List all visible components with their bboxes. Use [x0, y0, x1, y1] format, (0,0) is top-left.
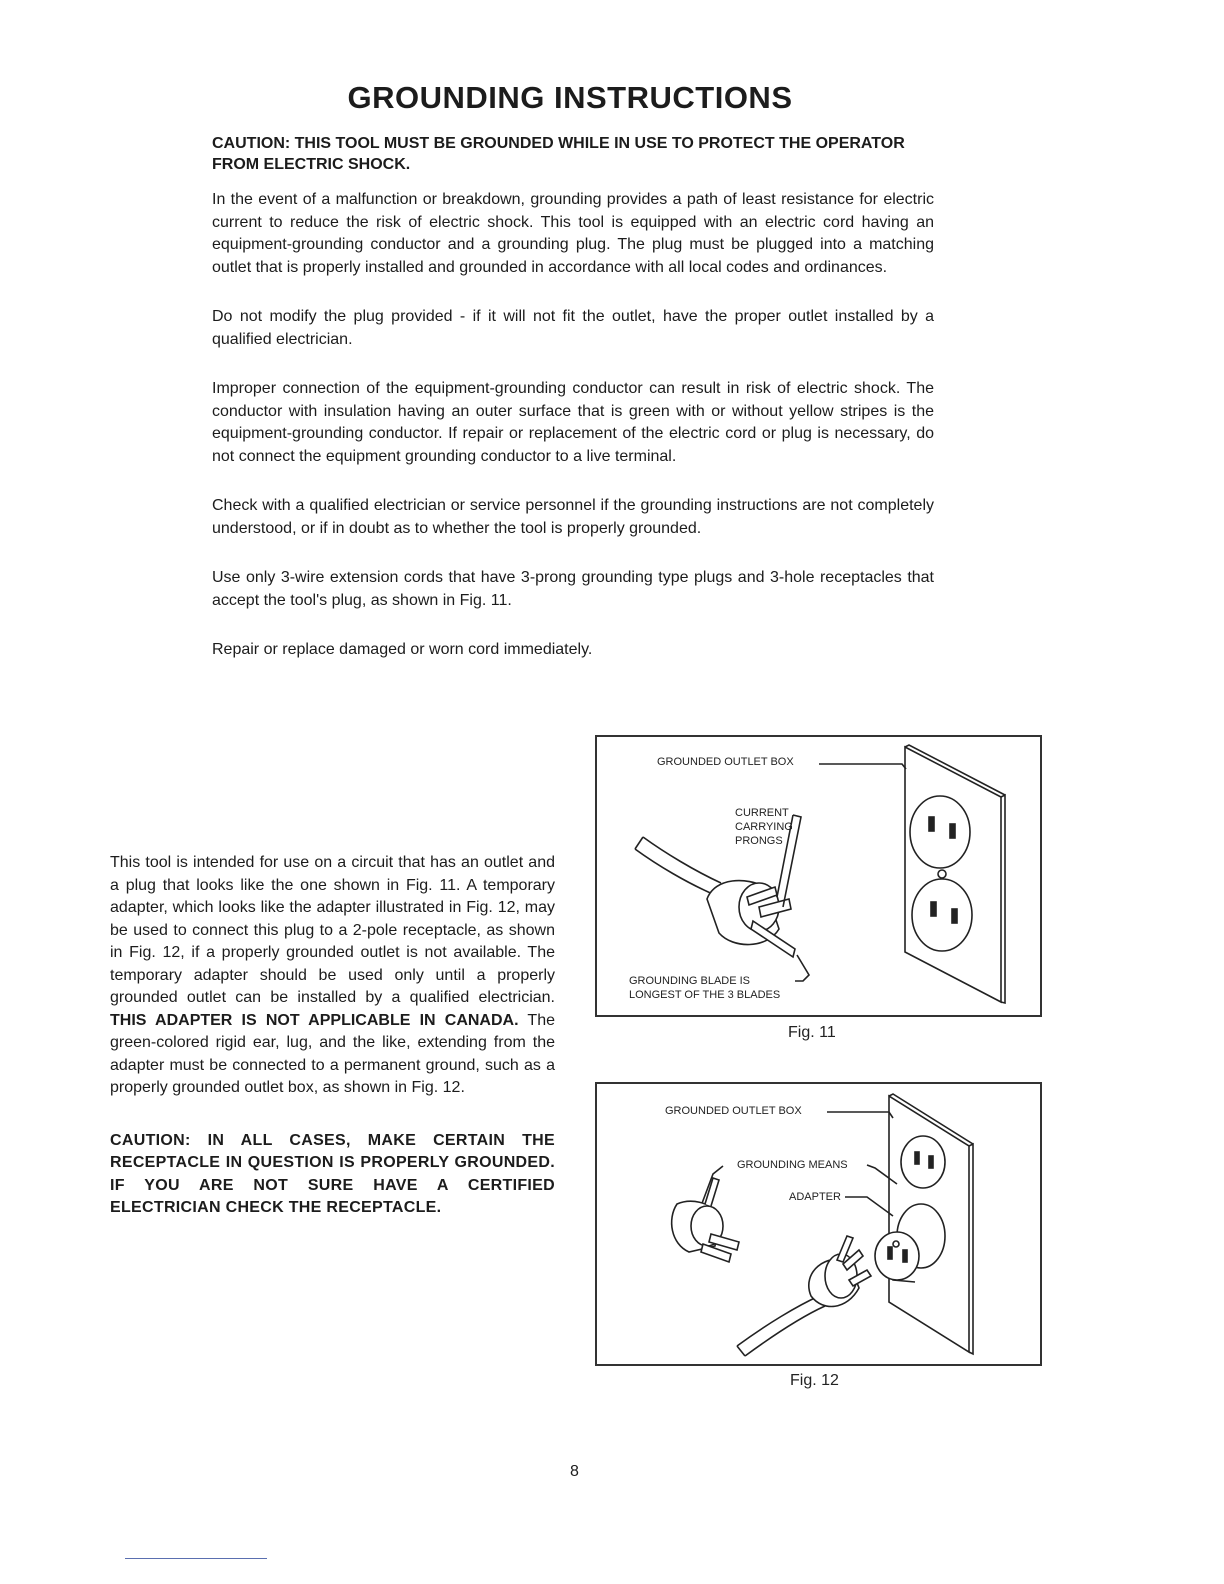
fig12-illustration [595, 1082, 1042, 1366]
adapter-text-start: This tool is intended for use on a circuit that has an outlet and a plug that looks like the one shown in Fig. 11. A temporary adapter, which looks like the adapter illustrated in Fig. 12, may be used to connect this plug to a 2-pole receptacle, as shown in Fig. 12, if a properly grounded outlet is not available. The temporary adapter should be used only until a properly grounded outlet can be installed by a qualified electrician. [110, 854, 555, 1006]
paragraph-check-electrician: Check with a qualified electrician or service personnel if the grounding instructions are not completely understood, or if in doubt as to whether the tool is properly grounded. [212, 497, 934, 537]
paragraph-extension-cords: Use only 3-wire extension cords that have 3-prong grounding type plugs and 3-hole receptacles that accept the tool's plug, as shown in Fig. 11. [212, 569, 934, 609]
fig11-label-prongs-line3: PRONGS [735, 835, 783, 847]
adapter-text-end: The green-colored rigid ear, lug, and the like, extending from the adapter must be connected to a permanent ground, such as a properly grounded outlet box, as shown in Fig. 12. [110, 1011, 556, 1096]
fig12-label-adapter: ADAPTER [789, 1191, 841, 1203]
fig11-illustration [595, 735, 1042, 1017]
caution-heading: CAUTION: THIS TOOL MUST BE GROUNDED WHILE IN USE TO PROTECT THE OPERATOR FROM ELECTRIC SHOCK. [212, 135, 905, 173]
fig11-drawing [597, 737, 1040, 1015]
page-title: GROUNDING INSTRUCTIONS [347, 80, 793, 115]
main-column [212, 133, 934, 689]
paragraph-modify-plug: Do not modify the plug provided - if it will not fit the outlet, have the proper outlet installed by a qualified electrician. [212, 308, 934, 348]
adapter-paragraph [110, 852, 555, 1100]
fig12-caption: Fig. 12 [790, 1372, 839, 1389]
footer-rule [125, 1558, 267, 1559]
caution-receptacle: CAUTION: IN ALL CASES, MAKE CERTAIN THE RECEPTACLE IN QUESTION IS PROPERLY GROUNDED. IF YOU ARE NOT SURE HAVE A CERTIFIED ELECTRICIAN CHECK THE RECEPTACLE. [110, 1131, 555, 1216]
paragraph-malfunction: In the event of a malfunction or breakdown, grounding provides a path of least resistance for electric current to reduce the risk of electric shock. This tool is equipped with an electric cord having an equipment-grounding conductor and a grounding plug. The plug must be plugged into a matching outlet that is properly installed and grounded in accordance with all local codes and ordinances. [212, 191, 934, 276]
left-column [110, 852, 555, 1236]
fig12-label-grounding-means: GROUNDING MEANS [737, 1159, 848, 1171]
paragraph-improper-connection: Improper connection of the equipment-grounding conductor can result in risk of electric shock. The conductor with insulation having an outer surface that is green with or without yellow stripes is the equipment-grounding conductor. If repair or replacement of the electric cord or plug is necessary, do not connect the equipment grounding conductor to a live terminal. [212, 380, 934, 465]
fig11-label-outlet-box: GROUNDED OUTLET BOX [657, 756, 794, 768]
fig11-label-prongs-line2: CARRYING [735, 821, 793, 833]
canada-warning: THIS ADAPTER IS NOT APPLICABLE IN CANADA. [110, 1011, 519, 1029]
fig11-label-prongs-line1: CURRENT [735, 807, 789, 819]
fig11-label-blade-line2: LONGEST OF THE 3 BLADES [629, 989, 781, 1001]
fig12-label-outlet-box: GROUNDED OUTLET BOX [665, 1105, 802, 1117]
fig11-label-blade-line1: GROUNDING BLADE IS [629, 975, 751, 987]
paragraph-repair-cord: Repair or replace damaged or worn cord immediately. [212, 641, 593, 658]
page-number: 8 [570, 1463, 579, 1480]
fig12-drawing [597, 1084, 1040, 1364]
fig11-caption: Fig. 11 [788, 1024, 836, 1041]
